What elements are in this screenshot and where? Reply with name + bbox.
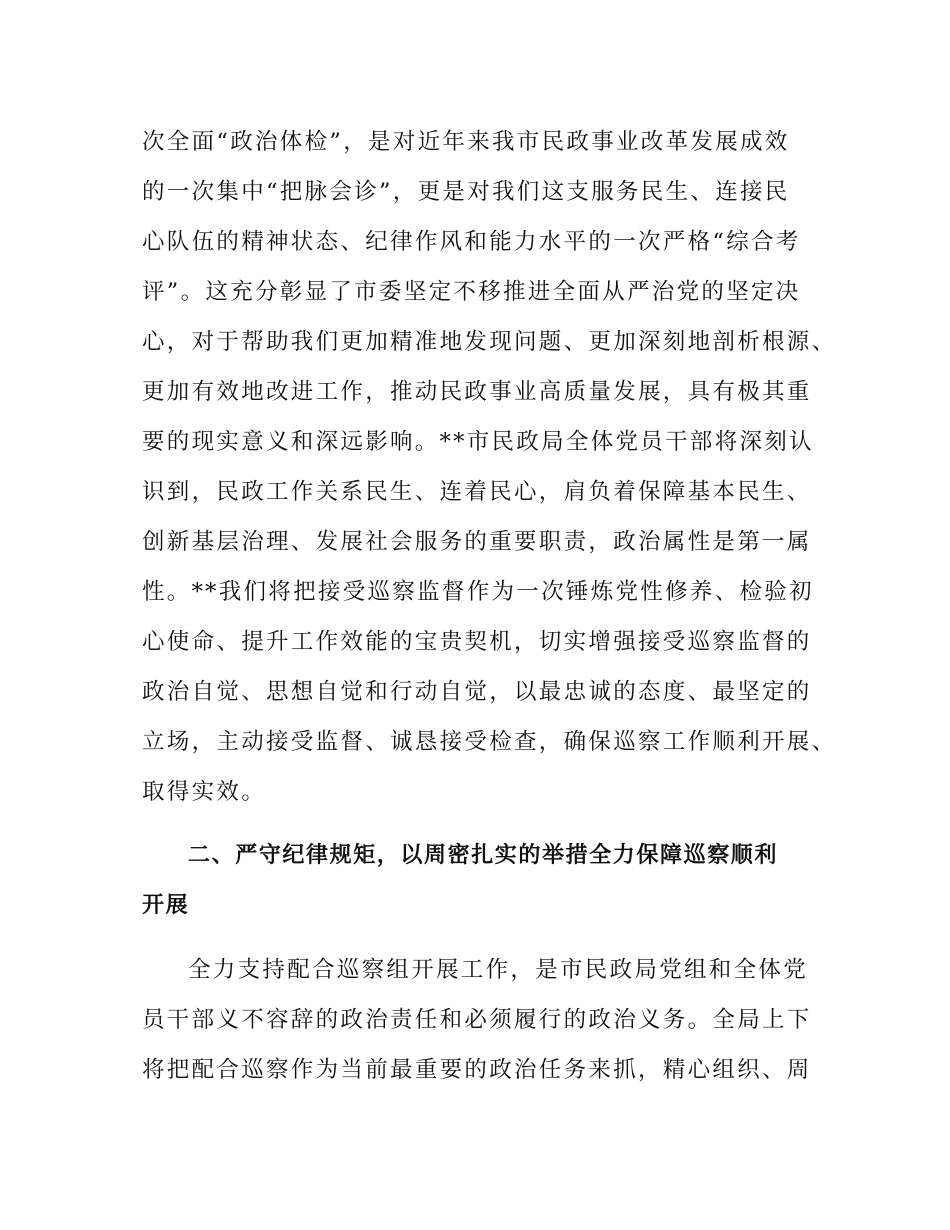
paragraph-1-line: 评”。这充分彰显了市委坚定不移推进全面从严治党的坚定决 [142,279,801,305]
section-heading-line: 开展 [142,893,190,918]
paragraph-1-line: 心，对于帮助我们更加精准地发现问题、更加深刻地剖析根源、 [142,329,837,355]
paragraph-1-line: 取得实效。 [142,779,267,805]
paragraph-1-line: 更加有效地改进工作，推动民政事业高质量发展，具有极其重 [142,379,812,405]
paragraph-1-line: 次全面“政治体检”，是对近年来我市民政事业改革发展成效 [142,129,790,155]
paragraph-1-line: 的一次集中“把脉会诊”，更是对我们这支服务民生、连接民 [142,179,790,205]
section-heading-line: 二、严守纪律规矩，以周密扎实的举措全力保障巡察顺利 [188,843,779,868]
paragraph-2-line: 全力支持配合巡察组开展工作，是市民政局党组和全体党 [188,957,809,983]
paragraph-1-line: 政治自觉、思想自觉和行动自觉，以最忠诚的态度、最坚定的 [142,679,812,705]
paragraph-1-line: 心使命、提升工作效能的宝贵契机，切实增强接受巡察监督的 [142,629,812,655]
paragraph-1-line: 创新基层治理、发展社会服务的重要职责，政治属性是第一属 [142,529,812,555]
paragraph-1-line: 立场，主动接受监督、诚恳接受检查，确保巡察工作顺利开展、 [142,729,837,755]
paragraph-1-line: 要的现实意义和深远影响。**市民政局全体党员干部将深刻认 [142,429,814,455]
paragraph-1-line: 性。**我们将把接受巡察监督作为一次锤炼党性修养、检验初 [142,579,814,605]
paragraph-2-line: 员干部义不容辞的政治责任和必须履行的政治义务。全局上下 [142,1007,812,1033]
paragraph-2-line: 将把配合巡察作为当前最重要的政治任务来抓，精心组织、周 [142,1057,812,1083]
paragraph-1-line: 心队伍的精神状态、纪律作风和能力水平的一次严格“综合考 [142,229,801,255]
paragraph-1-line: 识到，民政工作关系民生、连着民心，肩负着保障基本民生、 [142,479,812,505]
